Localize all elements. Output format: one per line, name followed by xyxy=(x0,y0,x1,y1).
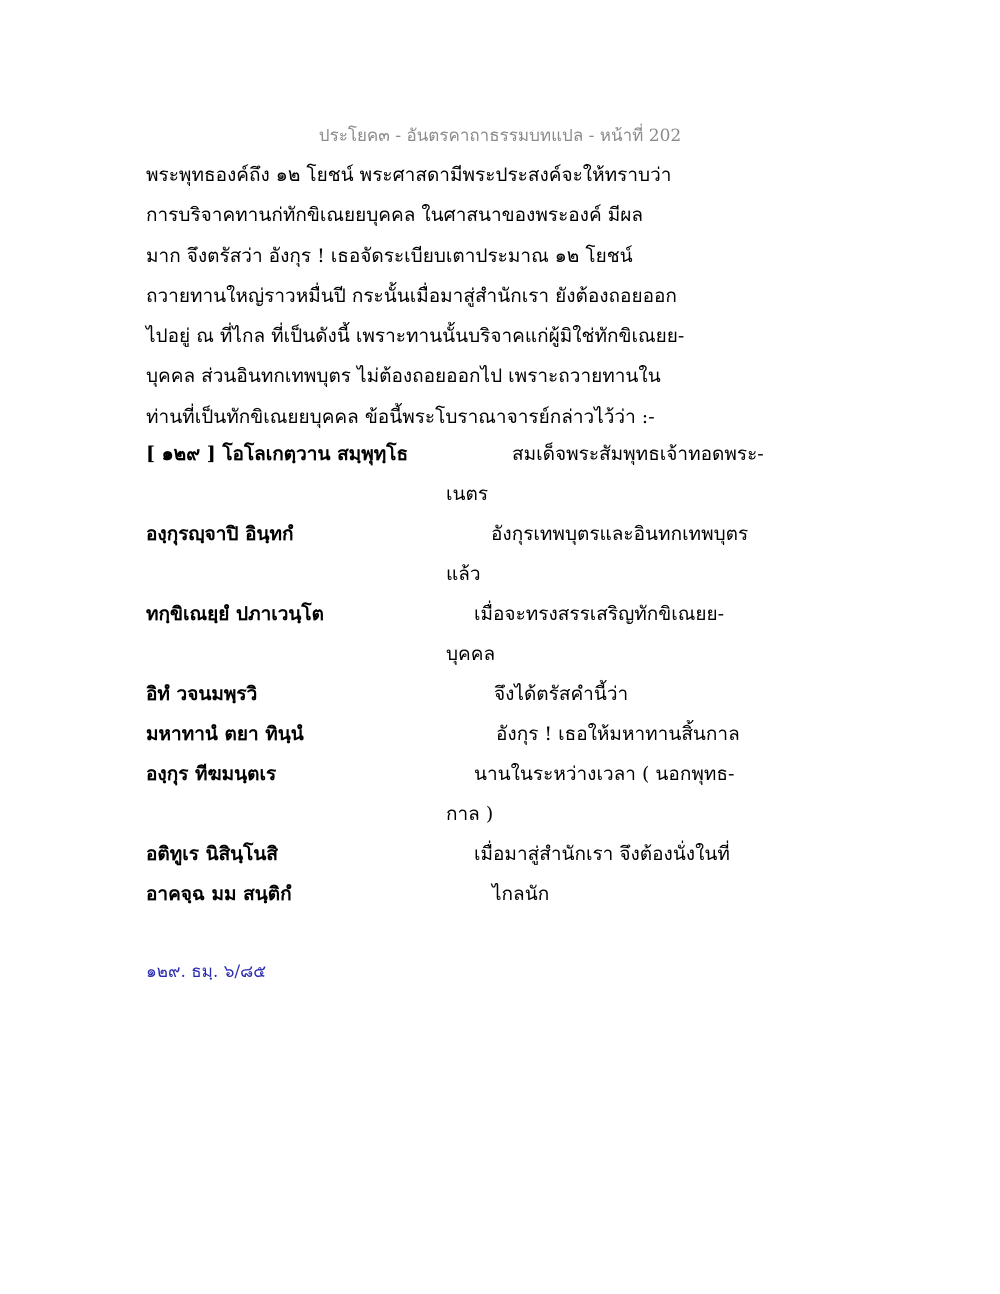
verse-line xyxy=(146,674,866,714)
thai-translation: ไกลนัก xyxy=(492,883,550,905)
thai-translation: เมื่อจะทรงสรรเสริญทักขิเณยย- xyxy=(474,603,725,625)
thai-translation-cont: กาล ) xyxy=(446,803,494,825)
pali-verse: [ ๑๒๙ ] โอโลเกตฺวาน สมฺพุทฺโธ xyxy=(146,443,409,465)
pali-verse: อาคจฺฉ มม สนฺติกํ xyxy=(146,883,292,905)
verse-line xyxy=(146,594,866,634)
thai-translation: เมื่อมาสู่สำนักเรา จึงต้องนั่งในที่ xyxy=(474,843,730,865)
body-paragraph xyxy=(146,155,866,437)
thai-translation: อังกุร ! เธอให้มหาทานสิ้นกาล xyxy=(496,723,740,745)
pali-verse: ทกฺขิเณยฺยํ ปภาเวนฺโต xyxy=(146,603,324,625)
paragraph-line: ถวายทานใหญ่ราวหมื่นปี กระนั้นเมื่อมาสู่สำนักเรา ยังต้องถอยออก xyxy=(146,284,677,307)
pali-verse: มหาทานํ ตยา ทินฺนํ xyxy=(146,723,304,745)
paragraph-line: พระพุทธองค์ถึง ๑๒ โยชน์ พระศาสดามีพระประสงค์จะให้ทราบว่า xyxy=(146,164,672,186)
verse-continuation xyxy=(146,554,866,594)
thai-translation: อังกุรเทพบุตรและอินทกเทพบุตร xyxy=(491,523,749,545)
verse-continuation xyxy=(146,474,866,514)
pali-verse: องฺกุรญฺจาปิ อินฺทกํ xyxy=(146,523,294,545)
pali-verse: อิทํ วจนมพฺรวิ xyxy=(146,683,258,705)
paragraph-line: ท่านที่เป็นทักขิเณยยบุคคล ข้อนี้พระโบราณาจารย์กล่าวไว้ว่า :- xyxy=(146,405,655,428)
page-header: ประโยค๓ - อันตรคาถาธรรมบทแปล - หน้าที่ 202 xyxy=(318,126,682,146)
thai-translation-cont: บุคคล xyxy=(446,643,496,665)
paragraph-line: บุคคล ส่วนอินทกเทพบุตร ไม่ต้องถอยออกไป เพราะถวายทานใน xyxy=(146,365,661,388)
verse-line xyxy=(146,434,866,474)
verse-line xyxy=(146,514,866,554)
verse-line xyxy=(146,874,866,914)
verse-continuation xyxy=(146,634,866,674)
verse-line xyxy=(146,754,866,794)
paragraph-line: การบริจาคทานก่ทักขิเณยยบุคคล ในศาสนาของพระองค์ มีผล xyxy=(146,204,644,227)
thai-translation: จึงได้ตรัสคำนี้ว่า xyxy=(494,683,629,705)
paragraph-line: ไปอยู่ ณ ที่ไกล ที่เป็นดังนี้ เพราะทานนั้นบริจาคแก่ผู้มิใช่ทักขิเณยย- xyxy=(146,325,685,348)
paragraph-line: มาก จึงตรัสว่า อังกุร ! เธอจัดระเบียบเตาประมาณ ๑๒ โยชน์ xyxy=(146,244,633,267)
thai-translation-cont: เนตร xyxy=(446,483,489,505)
pali-verse: อติทูเร นิสินฺโนสิ xyxy=(146,843,278,865)
thai-translation: นานในระหว่างเวลา ( นอกพุทธ- xyxy=(474,763,735,785)
pali-verse: องฺกุร ทีฆมนฺตเร xyxy=(146,763,277,785)
verse-line xyxy=(146,834,866,874)
footnote: ๑๒๙. ธมฺ. ๖/๘๕ xyxy=(146,962,267,982)
thai-translation-cont: แล้ว xyxy=(446,563,481,585)
verse-line xyxy=(146,714,866,754)
verse-continuation xyxy=(146,794,866,834)
thai-translation: สมเด็จพระสัมพุทธเจ้าทอดพระ- xyxy=(512,443,764,465)
